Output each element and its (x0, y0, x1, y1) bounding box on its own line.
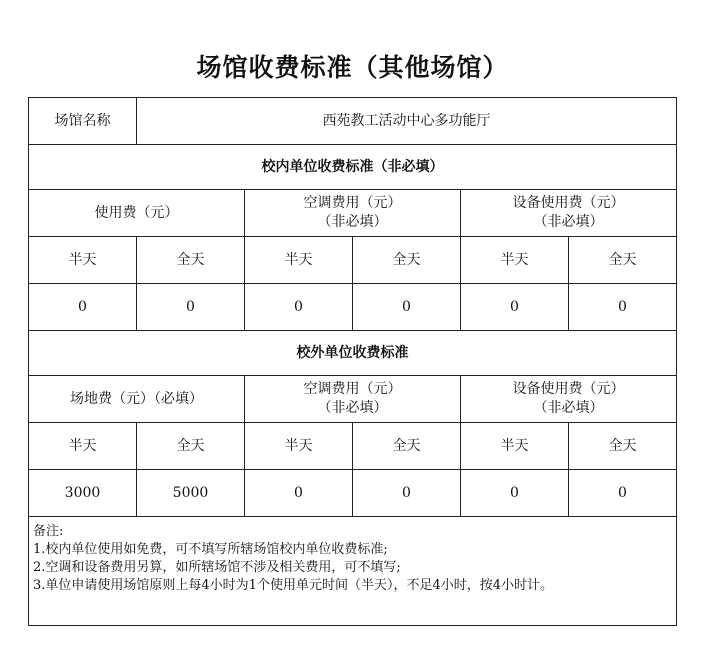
internal-ac-full-day-value: 0 (353, 284, 461, 331)
internal-equipment-fee-header-line2: （非必填） (533, 214, 604, 230)
external-equipment-fee-header-line2: （非必填） (533, 400, 604, 416)
external-section-title: 校外单位收费标准 (29, 331, 677, 376)
notes-row (29, 517, 677, 626)
notes-heading: 备注: (33, 524, 64, 539)
internal-ac-half-day-label: 半天 (245, 237, 353, 284)
internal-period-row (29, 237, 677, 284)
external-venue-half-day-label: 半天 (29, 423, 137, 470)
internal-equipment-full-day-value: 0 (569, 284, 677, 331)
note-item-1: 1.校内单位使用如免费，可不填写所辖场馆校内单位收费标准; (33, 542, 388, 557)
external-equipment-full-day-value: 0 (569, 470, 677, 517)
external-equipment-half-day-value: 0 (461, 470, 569, 517)
external-ac-fee-header (245, 376, 461, 423)
internal-value-row (29, 284, 677, 331)
external-ac-full-day-label: 全天 (353, 423, 461, 470)
internal-usage-full-day-value: 0 (137, 284, 245, 331)
external-period-row (29, 423, 677, 470)
external-ac-fee-header-line1: 空调费用（元） (303, 381, 402, 397)
external-equipment-fee-header (461, 376, 677, 423)
external-header-row (29, 376, 677, 423)
external-ac-fee-header-line2: （非必填） (317, 400, 388, 416)
external-equipment-fee-header-line1: 设备使用费（元） (512, 381, 625, 397)
external-venue-fee-header: 场地费（元）（必填） (29, 376, 245, 423)
internal-equipment-half-day-value: 0 (461, 284, 569, 331)
note-item-2: 2.空调和设备费用另算，如所辖场馆不涉及相关费用，可不填写; (33, 560, 401, 575)
external-equipment-full-day-label: 全天 (569, 423, 677, 470)
external-ac-half-day-value: 0 (245, 470, 353, 517)
page-title: 场馆收费标准（其他场馆） (196, 53, 509, 82)
note-item-3: 3.单位申请使用场馆原则上每4小时为1个使用单元时间（半天），不足4小时，按4小时计。 (33, 578, 553, 593)
venue-name-value: 西苑教工活动中心多功能厅 (137, 98, 677, 145)
external-section-row (29, 331, 677, 376)
internal-usage-half-day-label: 半天 (29, 237, 137, 284)
internal-usage-half-day-value: 0 (29, 284, 137, 331)
internal-equipment-full-day-label: 全天 (569, 237, 677, 284)
external-value-row (29, 470, 677, 517)
external-ac-half-day-label: 半天 (245, 423, 353, 470)
internal-equipment-half-day-label: 半天 (461, 237, 569, 284)
venue-name-label: 场馆名称 (29, 98, 137, 145)
internal-ac-full-day-label: 全天 (353, 237, 461, 284)
venue-row (29, 98, 677, 145)
internal-ac-half-day-value: 0 (245, 284, 353, 331)
internal-section-row (29, 145, 677, 190)
external-ac-full-day-value: 0 (353, 470, 461, 517)
internal-equipment-fee-header (461, 190, 677, 237)
internal-ac-fee-header-line1: 空调费用（元） (303, 195, 402, 211)
internal-header-row (29, 190, 677, 237)
internal-section-title: 校内单位收费标准（非必填） (29, 145, 677, 190)
fee-standard-table (28, 97, 677, 626)
internal-ac-fee-header-line2: （非必填） (317, 214, 388, 230)
internal-usage-full-day-label: 全天 (137, 237, 245, 284)
external-venue-full-day-label: 全天 (137, 423, 245, 470)
external-venue-half-day-value: 3000 (29, 470, 137, 517)
internal-usage-fee-header: 使用费（元） (29, 190, 245, 237)
internal-ac-fee-header (245, 190, 461, 237)
internal-equipment-fee-header-line1: 设备使用费（元） (512, 195, 625, 211)
notes-cell (29, 517, 677, 626)
external-equipment-half-day-label: 半天 (461, 423, 569, 470)
external-venue-full-day-value: 5000 (137, 470, 245, 517)
